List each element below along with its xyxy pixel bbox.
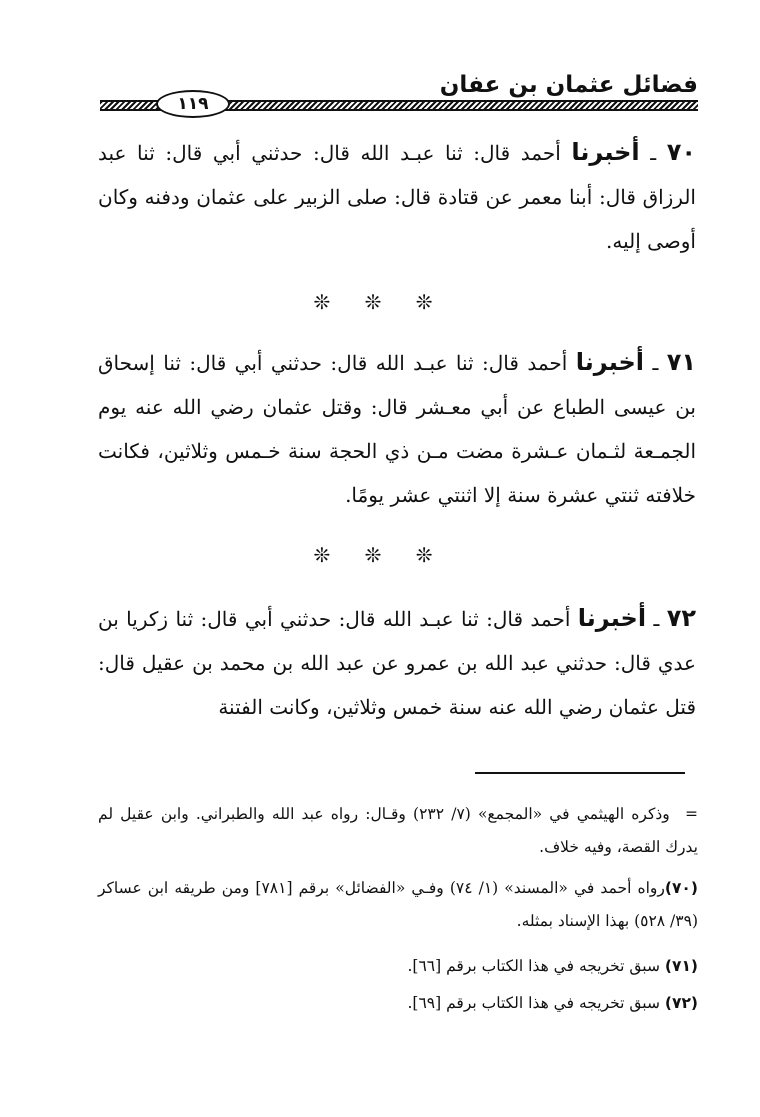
keyword: أخبرنا: [571, 138, 640, 166]
header-title: فضائل عثمان بن عفان: [439, 72, 698, 98]
paragraph-text: أحمد قال: ثنا عبـد الله قال: حدثني أبي قال: ثنا زكريا بن عدي قال: حدثني عبد الله بن عمرو عن عبد الله بن محمد بن عقيل قال: قتل عثمان رضي الله عنه سنة خمس وثلاثين، وكانت الفتنة: [98, 607, 696, 719]
keyword: أخبرنا: [577, 604, 647, 632]
hadith-number: ٧٠: [666, 138, 696, 166]
footnote-text: سبق تخريجه في هذا الكتاب برقم [٦٦].: [407, 957, 665, 975]
footnote-continued: [98, 798, 698, 864]
continuation-marker: =: [685, 805, 698, 823]
separator-2: ❊ ❊ ❊: [313, 543, 447, 567]
paragraph-71: [98, 340, 696, 517]
footnote-rule: [475, 772, 685, 774]
footnote-number: (٧١): [664, 957, 698, 975]
dash: ـ: [639, 141, 667, 165]
paragraph-72: [98, 596, 696, 729]
separator-1: ❊ ❊ ❊: [313, 290, 447, 314]
page-header: [100, 70, 698, 115]
footnote-number: (٧٠): [664, 879, 698, 897]
page-number: ١١٩: [156, 90, 230, 118]
hadith-number: ٧١: [666, 348, 697, 376]
footnote-71: [98, 950, 698, 983]
footnote-72: [98, 987, 698, 1020]
footnote-70: [98, 872, 698, 938]
footnote-text: سبق تخريجه في هذا الكتاب برقم [٦٩].: [407, 994, 665, 1012]
dash: ـ: [646, 607, 667, 631]
hadith-number: ٧٢: [666, 604, 697, 632]
footnote-text: وذكره الهيثمي في «المجمع» (٧/ ٢٣٢) وقـال: رواه عبد الله والطبراني. وابن عقيل لم يدرك القصة، وفيه خلاف.: [98, 805, 698, 856]
paragraph-text: أحمد قال: ثنا عبـد الله قال: حدثني أبي قال: ثنا عبد الرزاق قال: أبنا معمر عن قتادة قال: صلى الزبير على عثمان ودفنه وكان أوصى إليه.: [98, 141, 696, 253]
footnote-text: رواه أحمد في «المسند» (١/ ٧٤) وفـي «الفضائل» برقم [٧٨١] ومن طريقه ابن عساكر (٣٩/ ٥٢٨) بهذا الإسناد بمثله.: [98, 879, 698, 930]
paragraph-text: أحمد قال: ثنا عبـد الله قال: حدثني أبي قال: ثنا إسحاق بن عيسى الطباع عن أبي معـشر قال: وقتل عثمان رضي الله عنه يوم الجمـعة لثـمان عـشرة مضت مـن ذي الحجة سنة خـمس وثلاثين، فكانت خلافته ثنتي عشرة سنة إلا اثنتي عشر يومًا.: [98, 351, 696, 507]
paragraph-70: [98, 130, 696, 263]
footnote-number: (٧٢): [664, 994, 698, 1012]
dash: ـ: [644, 351, 667, 375]
keyword: أخبرنا: [575, 348, 645, 376]
